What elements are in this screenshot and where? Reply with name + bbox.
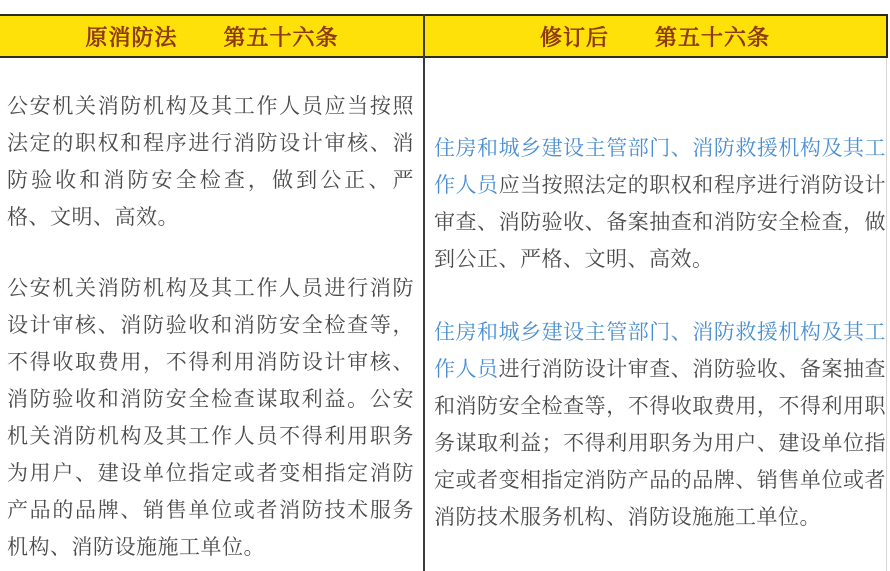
revised-law-paragraph-1 (434, 130, 886, 278)
original-law-paragraph-2: 公安机关消防机构及其工作人员进行消防设计审核、消防验收和消防安全检查等，不得收取费用，不得利用消防设计审核、消防验收和消防安全检查谋取利益。公安机关消防机构及其工作人员不得利用职务为用户、建设单位指定或者变相指定消防产品的品牌、销售单位或者消防技术服务机构、消防设施施工单位。 (7, 277, 414, 559)
table-right-border (886, 58, 887, 571)
revised-law-paragraph-2 (434, 314, 886, 536)
revised-paragraph-1-highlight: 住房和城乡建设主管部门、消防救援机构及其工作人员 (434, 137, 886, 197)
original-law-column (7, 88, 414, 566)
revised-paragraph-2-body: 进行消防设计审查、消防验收、备案抽查和消防安全检查等，不得收取费用，不得利用职务谋取利益；不得利用职务为用户、建设单位指定或者变相指定消防产品的品牌、销售单位或者消防技术服务机构、消防设施施工单位。 (434, 358, 887, 529)
table-header-row (0, 14, 888, 58)
original-law-header: 原消防法 第五十六条 (85, 24, 339, 50)
revised-paragraph-1-body: 应当按照法定的职权和程序进行消防设计审查、消防验收、备案抽查和消防安全检查，做到公正、严格、文明、高效。 (434, 174, 887, 271)
original-law-paragraph-1: 公安机关消防机构及其工作人员应当按照法定的职权和程序进行消防设计审核、消防验收和消防安全检查，做到公正、严格、文明、高效。 (7, 95, 414, 229)
revised-law-column (434, 130, 886, 536)
revised-paragraph-2-highlight: 住房和城乡建设主管部门、消防救援机构及其工作人员 (434, 321, 886, 381)
column-divider (423, 14, 425, 571)
revised-law-header: 修订后 第五十六条 (539, 24, 770, 50)
